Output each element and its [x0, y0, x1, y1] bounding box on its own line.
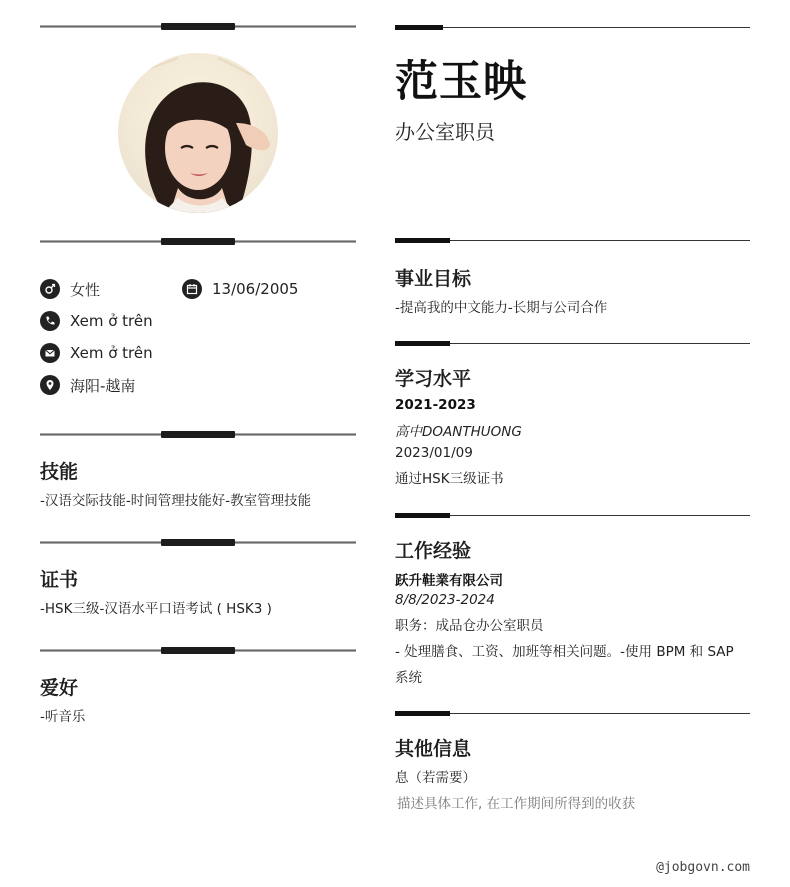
education-school: 高中DOANTHUONG: [395, 424, 522, 440]
email-value: Xem ở trên: [70, 344, 153, 362]
email-row: [40, 342, 153, 364]
hobbies-heading: 爱好: [40, 677, 79, 699]
education-period: 2021-2023: [395, 397, 476, 413]
divider: [40, 646, 356, 656]
divider: [40, 538, 356, 548]
education-detail: 通过HSK三级证书: [395, 471, 504, 487]
job-position: 办公室职员: [395, 120, 495, 144]
objective-heading: 事业目标: [395, 268, 472, 290]
other-placeholder: 描述具体工作, 在工作期间所得到的收获: [397, 796, 636, 812]
experience-company: 跃升鞋業有限公司: [395, 573, 503, 589]
full-name: 范玉映: [395, 57, 527, 107]
divider: [40, 430, 356, 440]
experience-desc-cont: 系统: [395, 670, 422, 686]
experience-role: 职务：成品仓办公室职员: [395, 618, 544, 634]
certificates-text: -HSK三级-汉语水平口语考试 ( HSK3 ): [40, 601, 272, 617]
education-date: 2023/01/09: [395, 445, 473, 461]
experience-period: 8/8/2023-2024: [395, 592, 495, 608]
address-value: 海阳-越南: [70, 376, 136, 395]
footer-watermark: @jobgovn.com: [656, 860, 750, 875]
birthday-row: [182, 278, 298, 300]
email-icon: [40, 343, 60, 363]
skills-heading: 技能: [40, 461, 79, 483]
objective-text: -提高我的中文能力-长期与公司合作: [395, 300, 608, 316]
other-heading: 其他信息: [395, 738, 472, 760]
education-heading: 学习水平: [395, 368, 472, 390]
birthday-value: 13/06/2005: [212, 280, 299, 298]
calendar-icon: [182, 279, 202, 299]
experience-desc: - 处理膳食、工资、加班等相关问题。-使用 BPM 和 SAP: [395, 644, 734, 660]
phone-value: Xem ở trên: [70, 312, 153, 330]
divider: [40, 22, 356, 32]
divider: [40, 237, 356, 247]
hobbies-text: -听音乐: [40, 709, 86, 725]
gender-value: 女性: [70, 280, 101, 299]
gender-icon: [40, 279, 60, 299]
phone-icon: [40, 311, 60, 331]
address-row: [40, 374, 135, 396]
certificates-heading: 证书: [40, 569, 79, 591]
divider: [395, 711, 750, 717]
divider: [395, 341, 750, 347]
skills-text: -汉语交际技能-时间管理技能好-教室管理技能: [40, 493, 312, 509]
other-text: 息（若需要）: [395, 770, 476, 786]
gender-row: [40, 278, 100, 300]
divider: [395, 513, 750, 519]
phone-row: [40, 310, 153, 332]
divider: [395, 25, 750, 31]
profile-photo: [118, 53, 278, 213]
location-icon: [40, 375, 60, 395]
experience-heading: 工作经验: [395, 540, 472, 562]
divider: [395, 238, 750, 244]
avatar: [118, 53, 278, 213]
